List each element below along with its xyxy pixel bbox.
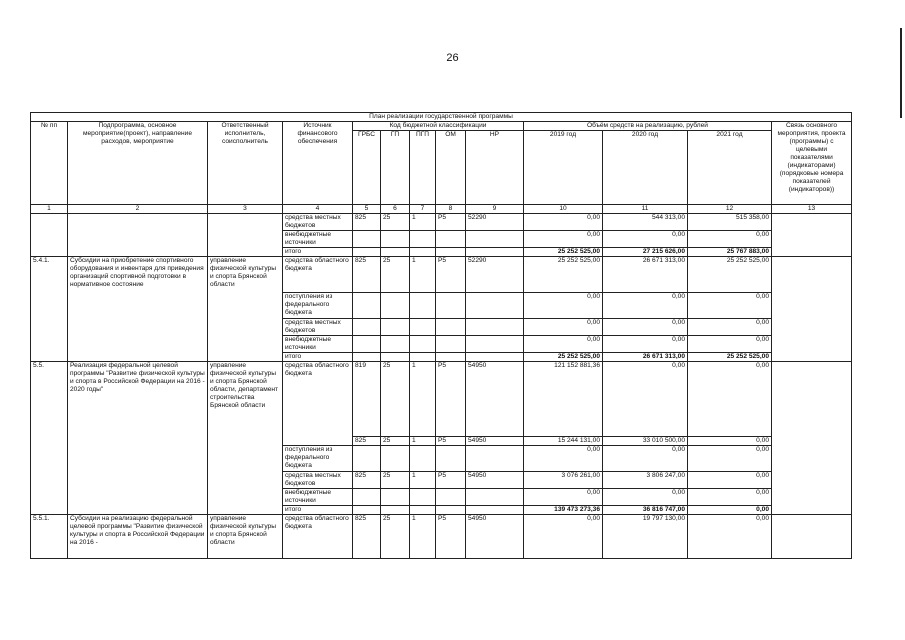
grbs-cell: 825 bbox=[353, 437, 381, 446]
nr-cell: 54950 bbox=[466, 362, 524, 437]
header-gp: ГП bbox=[381, 131, 410, 205]
nr-cell: 54950 bbox=[466, 472, 524, 489]
nr-cell: 52290 bbox=[466, 257, 524, 293]
col-number: 6 bbox=[381, 205, 410, 214]
col-number: 12 bbox=[688, 205, 772, 214]
value-2021: 0,00 bbox=[688, 231, 772, 248]
col-number: 1 bbox=[31, 205, 68, 214]
value-2019: 25 252 525,00 bbox=[524, 353, 603, 362]
gp-cell: 25 bbox=[381, 362, 410, 437]
source-cell: итого bbox=[283, 248, 353, 257]
source-cell: средства областного бюджета bbox=[283, 257, 353, 293]
value-2019: 0,00 bbox=[524, 293, 603, 319]
source-cell: итого bbox=[283, 353, 353, 362]
col-number: 8 bbox=[436, 205, 466, 214]
header-2021: 2021 год bbox=[688, 131, 772, 205]
om-cell: Р5 bbox=[436, 362, 466, 437]
value-2020: 26 671 313,00 bbox=[603, 353, 688, 362]
value-2020: 0,00 bbox=[603, 489, 688, 506]
value-2019: 0,00 bbox=[524, 214, 603, 231]
item-name: Субсидии на реализацию федеральной целевой программы "Развитие физической культуры и спорта в Российской Федерации на 2016 - bbox=[68, 515, 208, 559]
value-2020: 26 671 313,00 bbox=[603, 257, 688, 293]
value-2020: 27 215 626,00 bbox=[603, 248, 688, 257]
value-2021: 0,00 bbox=[688, 362, 772, 437]
value-2021: 0,00 bbox=[688, 506, 772, 515]
source-cell: итого bbox=[283, 506, 353, 515]
source-cell: внебюджетные источники bbox=[283, 336, 353, 353]
value-2020: 0,00 bbox=[603, 362, 688, 437]
source-cell: средства местных бюджетов bbox=[283, 472, 353, 489]
col-number: 3 bbox=[208, 205, 283, 214]
value-2020: 36 816 747,00 bbox=[603, 506, 688, 515]
om-cell: Р5 bbox=[436, 437, 466, 446]
header-pgp: ПГП bbox=[410, 131, 436, 205]
header-link: Связь основного мероприятия, проекта (программы) с целевыми показателями (индикаторами) (порядковые номера показателей (индикаторов)) bbox=[772, 122, 852, 205]
value-2019: 139 473 273,36 bbox=[524, 506, 603, 515]
value-2020: 33 010 500,00 bbox=[603, 437, 688, 446]
value-2020: 19 797 130,00 bbox=[603, 515, 688, 559]
pgp-cell: 1 bbox=[410, 472, 436, 489]
col-number: 5 bbox=[353, 205, 381, 214]
value-2020: 0,00 bbox=[603, 336, 688, 353]
value-2019: 25 252 525,00 bbox=[524, 248, 603, 257]
pgp-cell: 1 bbox=[410, 362, 436, 437]
value-2019: 3 076 261,00 bbox=[524, 472, 603, 489]
value-2019: 0,00 bbox=[524, 319, 603, 336]
table-row bbox=[31, 362, 852, 437]
col-number: 2 bbox=[68, 205, 208, 214]
value-2021: 25 252 525,00 bbox=[688, 353, 772, 362]
value-2021: 0,00 bbox=[688, 437, 772, 446]
grbs-cell: 819 bbox=[353, 362, 381, 437]
om-cell: Р5 bbox=[436, 214, 466, 231]
table-row bbox=[31, 515, 852, 559]
value-2019: 0,00 bbox=[524, 231, 603, 248]
value-2020: 544 313,00 bbox=[603, 214, 688, 231]
page-number: 26 bbox=[446, 52, 459, 64]
plan-table bbox=[30, 112, 852, 559]
value-2019: 15 244 131,00 bbox=[524, 437, 603, 446]
value-2021: 0,00 bbox=[688, 336, 772, 353]
grbs-cell: 825 bbox=[353, 472, 381, 489]
item-executor: управление физической культуры и спорта Брянской области, департамент строительства Брянской области bbox=[208, 362, 283, 515]
nr-cell: 52290 bbox=[466, 214, 524, 231]
value-2020: 3 806 247,00 bbox=[603, 472, 688, 489]
col-number: 11 bbox=[603, 205, 688, 214]
value-2019: 0,00 bbox=[524, 515, 603, 559]
table-row bbox=[31, 214, 852, 231]
item-executor: управление физической культуры и спорта Брянской области bbox=[208, 257, 283, 362]
value-2020: 0,00 bbox=[603, 293, 688, 319]
value-2020: 0,00 bbox=[603, 319, 688, 336]
header-volume-group: Объём средств на реализацию, рублей bbox=[524, 122, 772, 131]
gp-cell: 25 bbox=[381, 515, 410, 559]
value-2020: 0,00 bbox=[603, 231, 688, 248]
pgp-cell: 1 bbox=[410, 214, 436, 231]
om-cell: Р5 bbox=[436, 472, 466, 489]
header-executor: Ответственный исполнитель, соисполнитель bbox=[208, 122, 283, 205]
source-cell: поступления из федерального бюджета bbox=[283, 293, 353, 319]
value-2019: 0,00 bbox=[524, 336, 603, 353]
source-cell: внебюджетные источники bbox=[283, 489, 353, 506]
gp-cell: 25 bbox=[381, 214, 410, 231]
value-2021: 25 252 525,00 bbox=[688, 257, 772, 293]
plan-title: План реализации государственной программы bbox=[31, 113, 852, 122]
value-2021: 0,00 bbox=[688, 515, 772, 559]
pgp-cell: 1 bbox=[410, 437, 436, 446]
col-number: 4 bbox=[283, 205, 353, 214]
value-2021: 0,00 bbox=[688, 489, 772, 506]
nr-cell: 54950 bbox=[466, 437, 524, 446]
item-name: Субсидии на приобретение спортивного оборудования и инвентаря для приведения организаций спортивной подготовки в нормативное состояние bbox=[68, 257, 208, 362]
col-number: 10 bbox=[524, 205, 603, 214]
value-2019: 121 152 881,36 bbox=[524, 362, 603, 437]
page-edge-line bbox=[900, 28, 902, 118]
item-number: 5.5. bbox=[31, 362, 68, 515]
col-number: 7 bbox=[410, 205, 436, 214]
gp-cell: 25 bbox=[381, 257, 410, 293]
header-nr: НР bbox=[466, 131, 524, 205]
header-grbs: ГРБС bbox=[353, 131, 381, 205]
item-name: Реализация федеральной целевой программы "Развитие физической культуры и спорта в Российской Федерации на 2016 - 2020 годы" bbox=[68, 362, 208, 515]
pgp-cell: 1 bbox=[410, 515, 436, 559]
value-2019: 0,00 bbox=[524, 446, 603, 472]
value-2021: 25 767 883,00 bbox=[688, 248, 772, 257]
value-2021: 0,00 bbox=[688, 446, 772, 472]
value-2019: 25 252 525,00 bbox=[524, 257, 603, 293]
value-2020: 0,00 bbox=[603, 446, 688, 472]
nr-cell: 54950 bbox=[466, 515, 524, 559]
item-number: 5.4.1. bbox=[31, 257, 68, 362]
item-number: 5.5.1. bbox=[31, 515, 68, 559]
grbs-cell: 825 bbox=[353, 515, 381, 559]
source-cell: средства областного бюджета bbox=[283, 362, 353, 446]
header-name: Подпрограмма, основное мероприятие(проект), направление расходов, мероприятие bbox=[68, 122, 208, 205]
header-num: № пп bbox=[31, 122, 68, 205]
gp-cell: 25 bbox=[381, 472, 410, 489]
value-2019: 0,00 bbox=[524, 489, 603, 506]
source-cell: поступления из федерального бюджета bbox=[283, 446, 353, 472]
value-2021: 515 358,00 bbox=[688, 214, 772, 231]
header-2019: 2019 год bbox=[524, 131, 603, 205]
header-om: ОМ bbox=[436, 131, 466, 205]
grbs-cell: 825 bbox=[353, 214, 381, 231]
table-row bbox=[31, 257, 852, 293]
value-2021: 0,00 bbox=[688, 472, 772, 489]
om-cell: Р5 bbox=[436, 515, 466, 559]
gp-cell: 25 bbox=[381, 437, 410, 446]
grbs-cell: 825 bbox=[353, 257, 381, 293]
om-cell: Р5 bbox=[436, 257, 466, 293]
source-cell: средства местных бюджетов bbox=[283, 214, 353, 231]
col-number: 13 bbox=[772, 205, 852, 214]
source-cell: внебюджетные источники bbox=[283, 231, 353, 248]
header-source: Источник финансового обеспечения bbox=[283, 122, 353, 205]
item-executor: управление физической культуры и спорта Брянской области bbox=[208, 515, 283, 559]
col-number: 9 bbox=[466, 205, 524, 214]
header-2020: 2020 год bbox=[603, 131, 688, 205]
value-2021: 0,00 bbox=[688, 293, 772, 319]
pgp-cell: 1 bbox=[410, 257, 436, 293]
source-cell: средства областного бюджета bbox=[283, 515, 353, 559]
source-cell: средства местных бюджетов bbox=[283, 319, 353, 336]
header-code-group: Код бюджетной классификации bbox=[353, 122, 524, 131]
value-2021: 0,00 bbox=[688, 319, 772, 336]
